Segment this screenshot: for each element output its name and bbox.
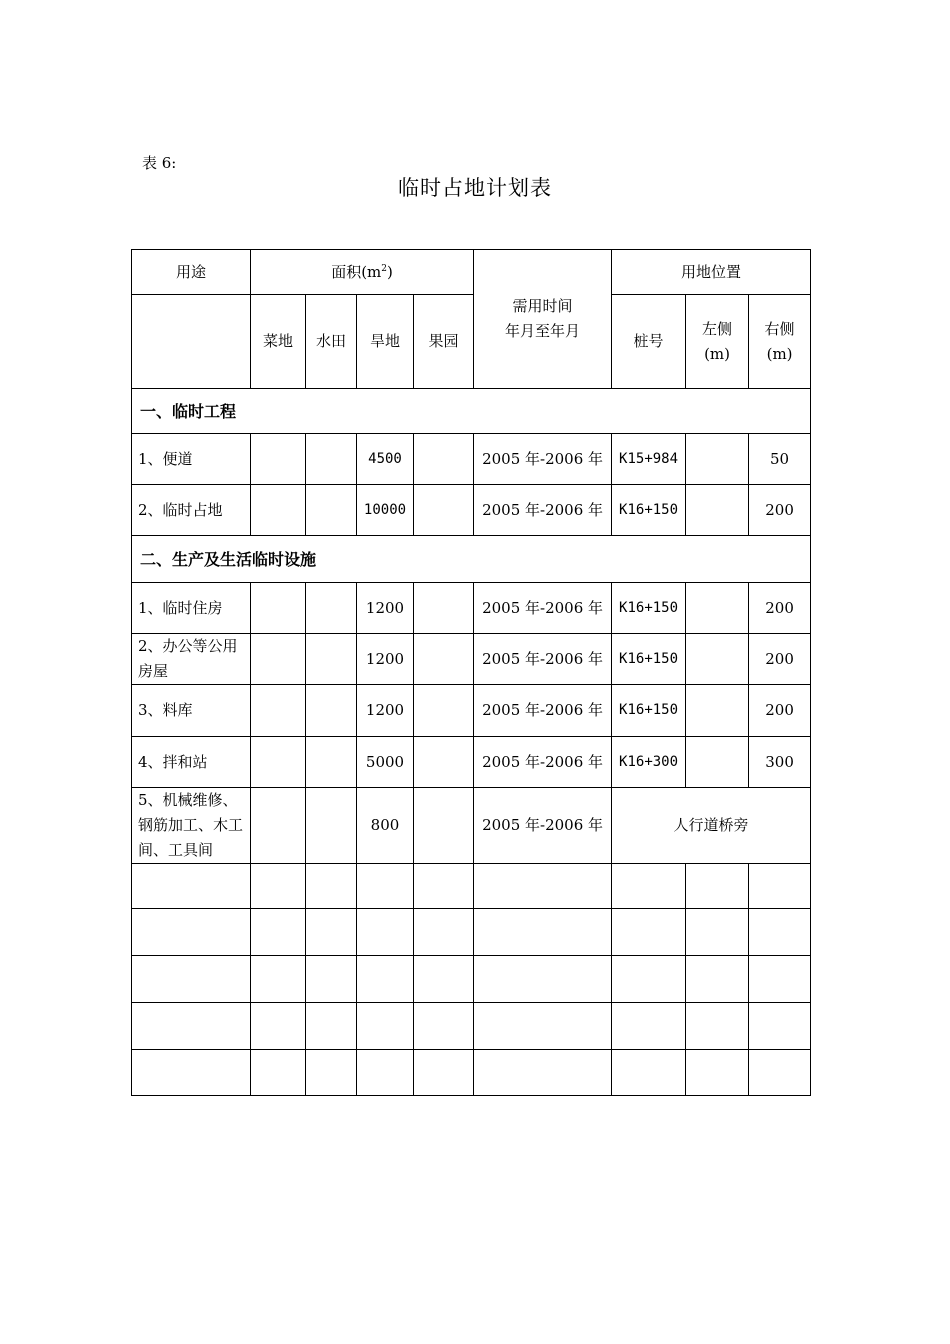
row-use: 3、料库 bbox=[132, 685, 251, 737]
row-dry: 10000 bbox=[357, 485, 414, 536]
row-orchard bbox=[414, 485, 474, 536]
row-left bbox=[686, 434, 749, 485]
row-left bbox=[686, 485, 749, 536]
row-time: 2005 年-2006 年 bbox=[474, 788, 612, 864]
row-orchard bbox=[414, 685, 474, 737]
row-use: 4、拌和站 bbox=[132, 737, 251, 788]
row-orchard bbox=[414, 583, 474, 634]
header-row-1 bbox=[132, 250, 811, 295]
row-right: 200 bbox=[749, 583, 811, 634]
row-station: K16+150 bbox=[612, 685, 686, 737]
row-vegetable bbox=[251, 485, 306, 536]
section-title: 一、临时工程 bbox=[132, 389, 811, 434]
row-orchard bbox=[414, 634, 474, 685]
row-left bbox=[686, 634, 749, 685]
row-dry: 800 bbox=[357, 788, 414, 864]
section-header bbox=[132, 389, 811, 434]
row-paddy bbox=[306, 685, 357, 737]
row-dry: 1200 bbox=[357, 685, 414, 737]
row-use: 5、机械维修、钢筋加工、木工间、工具间 bbox=[132, 788, 251, 864]
row-time: 2005 年-2006 年 bbox=[474, 485, 612, 536]
land-use-plan-table bbox=[131, 249, 811, 1096]
row-vegetable bbox=[251, 788, 306, 864]
row-dry: 4500 bbox=[357, 434, 414, 485]
empty-row bbox=[132, 909, 811, 956]
header-paddy: 水田 bbox=[306, 295, 357, 389]
table-row bbox=[132, 485, 811, 536]
header-dry: 旱地 bbox=[357, 295, 414, 389]
row-paddy bbox=[306, 737, 357, 788]
empty-row bbox=[132, 956, 811, 1003]
empty-row bbox=[132, 1050, 811, 1096]
row-left bbox=[686, 737, 749, 788]
table-row bbox=[132, 737, 811, 788]
row-vegetable bbox=[251, 583, 306, 634]
empty-row bbox=[132, 864, 811, 909]
empty-row bbox=[132, 1003, 811, 1050]
table-row bbox=[132, 583, 811, 634]
row-use: 2、临时占地 bbox=[132, 485, 251, 536]
header-use-blank bbox=[132, 295, 251, 389]
table-number-label: 表 6: bbox=[142, 154, 177, 172]
row-orchard bbox=[414, 434, 474, 485]
row-use: 1、便道 bbox=[132, 434, 251, 485]
row-paddy bbox=[306, 788, 357, 864]
header-station: 桩号 bbox=[612, 295, 686, 389]
row-time: 2005 年-2006 年 bbox=[474, 685, 612, 737]
header-location: 用地位置 bbox=[612, 250, 811, 295]
row-vegetable bbox=[251, 685, 306, 737]
row-time: 2005 年-2006 年 bbox=[474, 634, 612, 685]
row-vegetable bbox=[251, 634, 306, 685]
row-left bbox=[686, 583, 749, 634]
section-header bbox=[132, 536, 811, 583]
row-station: K16+300 bbox=[612, 737, 686, 788]
table-row bbox=[132, 685, 811, 737]
row-right: 200 bbox=[749, 634, 811, 685]
header-left: 左侧 (m) bbox=[686, 295, 749, 389]
row-time: 2005 年-2006 年 bbox=[474, 434, 612, 485]
row-orchard bbox=[414, 737, 474, 788]
row-location-merged: 人行道桥旁 bbox=[612, 788, 811, 864]
header-area: 面积$(m^2)$ bbox=[251, 250, 474, 295]
row-paddy bbox=[306, 485, 357, 536]
header-row-2 bbox=[132, 295, 811, 389]
header-use: 用途 bbox=[132, 250, 251, 295]
row-vegetable bbox=[251, 434, 306, 485]
row-time: 2005 年-2006 年 bbox=[474, 583, 612, 634]
row-right: 300 bbox=[749, 737, 811, 788]
section-title: 二、生产及生活临时设施 bbox=[132, 536, 811, 583]
row-time: 2005 年-2006 年 bbox=[474, 737, 612, 788]
table-row bbox=[132, 434, 811, 485]
table-row bbox=[132, 788, 811, 864]
row-right: 200 bbox=[749, 485, 811, 536]
row-dry: 1200 bbox=[357, 634, 414, 685]
header-orchard: 果园 bbox=[414, 295, 474, 389]
row-left bbox=[686, 685, 749, 737]
row-paddy bbox=[306, 634, 357, 685]
row-right: 200 bbox=[749, 685, 811, 737]
row-station: K16+150 bbox=[612, 583, 686, 634]
row-vegetable bbox=[251, 737, 306, 788]
row-orchard bbox=[414, 788, 474, 864]
document-title: 临时占地计划表 bbox=[398, 176, 552, 200]
row-station: K16+150 bbox=[612, 485, 686, 536]
row-paddy bbox=[306, 583, 357, 634]
row-dry: 1200 bbox=[357, 583, 414, 634]
header-right: 右侧 (m) bbox=[749, 295, 811, 389]
row-dry: 5000 bbox=[357, 737, 414, 788]
row-station: K16+150 bbox=[612, 634, 686, 685]
row-use: 2、办公等公用房屋 bbox=[132, 634, 251, 685]
row-use: 1、临时住房 bbox=[132, 583, 251, 634]
row-station: K15+984 bbox=[612, 434, 686, 485]
row-paddy bbox=[306, 434, 357, 485]
header-time: 需用时间 年月至年月 bbox=[474, 250, 612, 389]
row-right: 50 bbox=[749, 434, 811, 485]
header-vegetable: 菜地 bbox=[251, 295, 306, 389]
table-row bbox=[132, 634, 811, 685]
